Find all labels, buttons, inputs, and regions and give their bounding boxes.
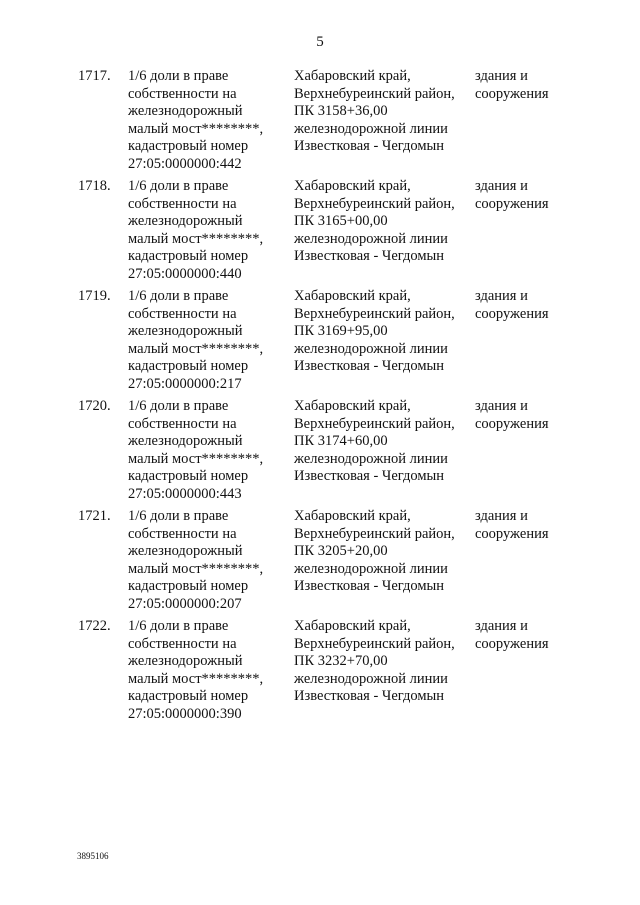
description-line: кадастровый номер [128, 138, 249, 155]
address-line: железнодорожной линии [294, 230, 448, 247]
address-line: Известковая - Чегдомын [294, 248, 445, 265]
type-line: сооружения [475, 305, 549, 322]
description-line: собственности на [128, 85, 237, 102]
description-line: кадастровый номер [128, 358, 249, 375]
property-address [294, 288, 455, 376]
row-number: 1720. [78, 398, 111, 414]
property-row [0, 398, 640, 508]
description-line: железнодорожный [128, 103, 243, 120]
property-description [128, 618, 263, 724]
property-type [475, 288, 549, 323]
description-line: малый мост********, [128, 670, 264, 687]
description-line: собственности на [128, 525, 237, 542]
property-description [128, 508, 263, 614]
property-description [128, 178, 263, 284]
property-address [294, 178, 455, 266]
description-line: 1/6 доли в праве [128, 508, 229, 524]
address-line: ПК 3174+60,00 [294, 433, 388, 450]
row-number: 1719. [78, 288, 111, 304]
description-line: железнодорожный [128, 323, 243, 340]
property-list [0, 68, 640, 728]
address-line: железнодорожной линии [294, 340, 448, 357]
address-line: Хабаровский край, [294, 508, 411, 524]
type-line: здания и [475, 68, 528, 84]
address-line: Верхнебуреинский район, [294, 85, 455, 102]
address-line: железнодорожной линии [294, 560, 448, 577]
address-line: Хабаровский край, [294, 178, 411, 194]
type-line: здания и [475, 618, 528, 634]
address-line: Хабаровский край, [294, 288, 411, 304]
property-type [475, 398, 549, 433]
description-line: 27:05:0000000:443 [128, 485, 242, 502]
address-line: железнодорожной линии [294, 120, 448, 137]
description-line: 1/6 доли в праве [128, 618, 229, 634]
description-line: малый мост********, [128, 560, 264, 577]
description-line: 27:05:0000000:207 [128, 595, 242, 612]
description-line: малый мост********, [128, 230, 264, 247]
description-line: 1/6 доли в праве [128, 288, 229, 304]
property-row [0, 618, 640, 728]
description-line: кадастровый номер [128, 248, 249, 265]
property-address [294, 398, 455, 486]
property-address [294, 508, 455, 596]
row-number: 1718. [78, 178, 111, 194]
address-line: ПК 3205+20,00 [294, 543, 388, 560]
description-line: 27:05:0000000:217 [128, 375, 242, 392]
property-type [475, 508, 549, 543]
description-line: 27:05:0000000:440 [128, 265, 242, 282]
type-line: здания и [475, 288, 528, 304]
address-line: Верхнебуреинский район, [294, 415, 455, 432]
description-line: малый мост********, [128, 120, 264, 137]
address-line: Известковая - Чегдомын [294, 468, 445, 485]
address-line: Верхнебуреинский район, [294, 305, 455, 322]
description-line: 27:05:0000000:390 [128, 705, 242, 722]
description-line: кадастровый номер [128, 578, 249, 595]
address-line: Верхнебуреинский район, [294, 195, 455, 212]
type-line: сооружения [475, 525, 549, 542]
address-line: ПК 3169+95,00 [294, 323, 388, 340]
address-line: Известковая - Чегдомын [294, 578, 445, 595]
description-line: малый мост********, [128, 450, 264, 467]
type-line: здания и [475, 398, 528, 414]
property-row [0, 68, 640, 178]
property-type [475, 178, 549, 213]
address-line: Известковая - Чегдомын [294, 358, 445, 375]
description-line: собственности на [128, 415, 237, 432]
description-line: кадастровый номер [128, 468, 249, 485]
description-line: железнодорожный [128, 543, 243, 560]
property-type [475, 68, 549, 103]
description-line: 1/6 доли в праве [128, 398, 229, 414]
description-line: 1/6 доли в праве [128, 178, 229, 194]
description-line: железнодорожный [128, 653, 243, 670]
property-row [0, 288, 640, 398]
document-code: 3895106 [77, 851, 109, 861]
description-line: собственности на [128, 635, 237, 652]
description-line: собственности на [128, 195, 237, 212]
type-line: сооружения [475, 415, 549, 432]
description-line: железнодорожный [128, 213, 243, 230]
address-line: Хабаровский край, [294, 68, 411, 84]
type-line: сооружения [475, 85, 549, 102]
address-line: железнодорожной линии [294, 670, 448, 687]
property-description [128, 398, 263, 504]
description-line: собственности на [128, 305, 237, 322]
type-line: здания и [475, 508, 528, 524]
page-number: 5 [316, 34, 324, 50]
address-line: ПК 3165+00,00 [294, 213, 388, 230]
property-address [294, 618, 455, 706]
address-line: Известковая - Чегдомын [294, 688, 445, 705]
address-line: ПК 3158+36,00 [294, 103, 388, 120]
description-line: 27:05:0000000:442 [128, 155, 242, 172]
description-line: 1/6 доли в праве [128, 68, 229, 84]
address-line: Верхнебуреинский район, [294, 525, 455, 542]
property-row [0, 178, 640, 288]
address-line: ПК 3232+70,00 [294, 653, 388, 670]
property-row [0, 508, 640, 618]
address-line: Хабаровский край, [294, 398, 411, 414]
address-line: Хабаровский край, [294, 618, 411, 634]
row-number: 1721. [78, 508, 111, 524]
property-address [294, 68, 455, 156]
description-line: железнодорожный [128, 433, 243, 450]
address-line: железнодорожной линии [294, 450, 448, 467]
description-line: кадастровый номер [128, 688, 249, 705]
property-description [128, 288, 263, 394]
property-description [128, 68, 263, 174]
row-number: 1717. [78, 68, 111, 84]
description-line: малый мост********, [128, 340, 264, 357]
address-line: Верхнебуреинский район, [294, 635, 455, 652]
type-line: сооружения [475, 635, 549, 652]
type-line: сооружения [475, 195, 549, 212]
address-line: Известковая - Чегдомын [294, 138, 445, 155]
property-type [475, 618, 549, 653]
type-line: здания и [475, 178, 528, 194]
row-number: 1722. [78, 618, 111, 634]
